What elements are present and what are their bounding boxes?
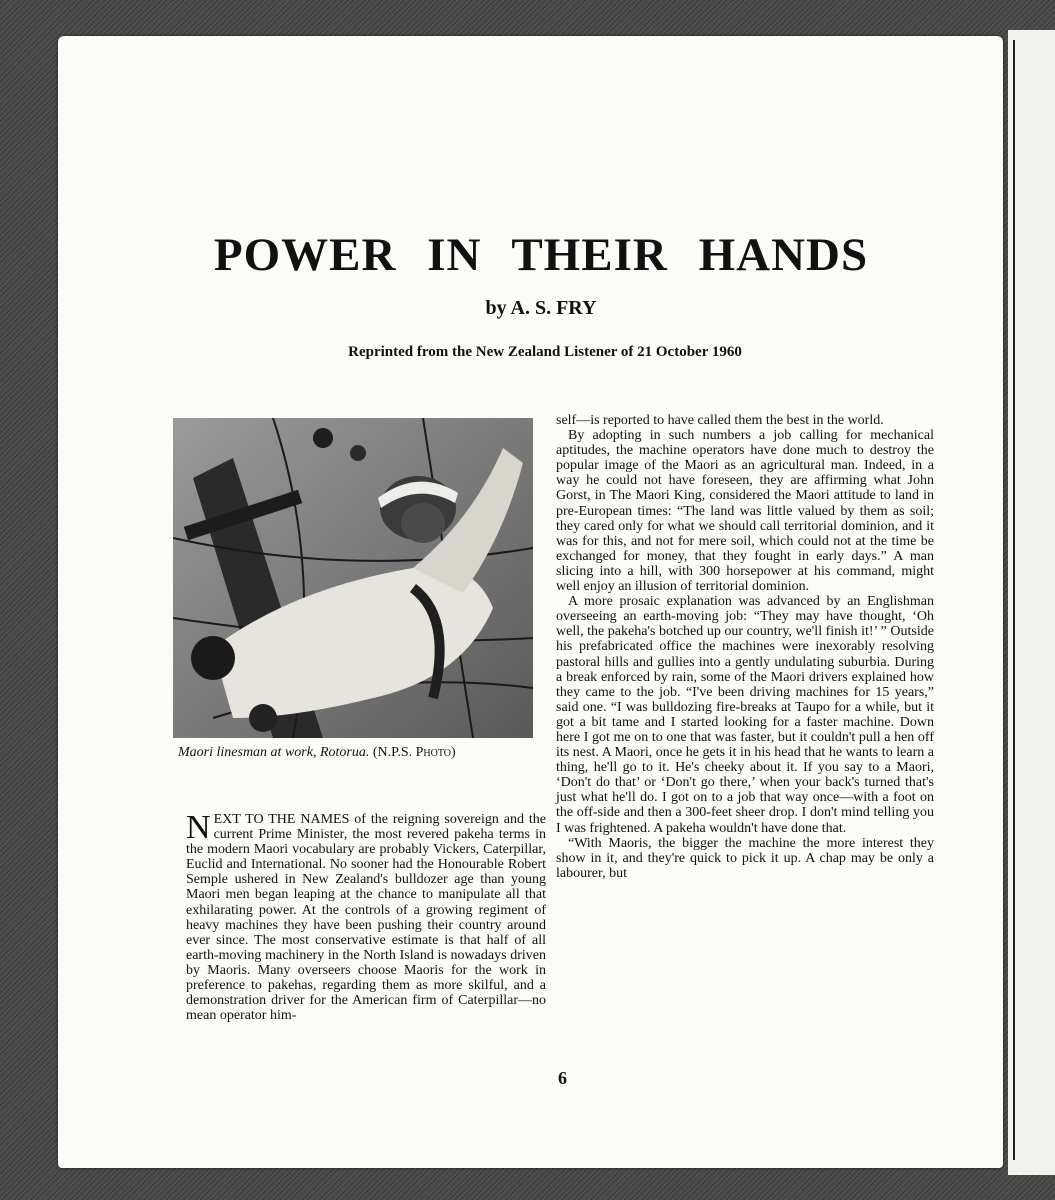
article-title: POWER IN THEIR HANDS (213, 229, 869, 281)
paragraph: A more prosaic explanation was advanced by an Englishman overseeing an earth-moving job: “They may have thought, ‘Oh well, the pakeha's botched up our country, we'll finish it!’ ” Outside his prefabricated office the machines were inexorably resolving pastoral hills and gullies into a gently undulating suburbia. During a break enforced by rain, some of the Maori drivers explained how they came to the job. “I've been driving machines for 15 years,” said one. “I was bulldozing fire-breaks at Taupo for a while, but it got a bit tame and I started looking for a faster machine. Down here I got me on to one that was faster, but it couldn't pull a hen off its nest. A Maori, once he gets it in his head that he wants to learn a thing, he'll go to it. He's cheeky about it. If you say to a Maori, ‘Don't do that’ or ‘Don't go there,’ when your back's turned that's just what he'll do. I got on to a job that way once—with a foot on the off-side and then a 300-feet sheer drop. I don't mind telling you I was frightened. A pakeha wouldn't have done that. (556, 594, 934, 836)
next-page-edge (1008, 30, 1055, 1175)
page-number: 6 (558, 1068, 567, 1088)
page-gutter (1013, 40, 1015, 1160)
reprint-note: Reprinted from the New Zealand Listener of 21 October 1960 (348, 344, 742, 360)
linesman-photo (173, 418, 533, 738)
left-column (186, 809, 546, 1024)
left-column-text: of the reigning sovereign and the current Prime Minister, the most revered pakeha terms in the modern Maori vocabulary are probably Vickers, Caterpillar, Euclid and International. No sooner had the Honourable Robert Semple ushered in New Zealand's bulldozer age than young Maori men began leaping at the chance to manipulate all that exhilarating power. At the controls of a growing regiment of heavy machines they have been pushing their country around ever since. The most conservative estimate is that half of all earth-moving machinery in the North Island is nowadays driven by Maoris. Many overseers choose Maoris for the work in preference to pakehas, regarding them as more skilful, and a demonstration driver for the American firm of Caterpillar—no mean operator him- (186, 812, 546, 1024)
lead-in: EXT TO THE NAMES (213, 812, 350, 827)
paragraph: self—is reported to have called them the best in the world. (556, 413, 884, 428)
article-byline: by A. S. FRY (485, 297, 597, 319)
drop-cap: N (186, 809, 211, 846)
caption-text: Maori linesman at work, Rotorua. (178, 745, 370, 760)
paragraph: By adopting in such numbers a job calling for mechanical aptitudes, the machine operators have done much to destroy the popular image of the Maori as an agricultural man. Indeed, in a way he could not have foreseen, they are affirming what John Gorst, in The Maori King, considered the Maori attitude to land in pre-European times: “The land was little valued by them as soil; they cared only for what we should call territorial dominion, and it was for this, and not for mere soil, which could not at the time be exchanged for money, that they fought in early days.” A man slicing into a hill, with 300 horsepower at his command, might well enjoy an illusion of territorial dominion. (556, 428, 934, 595)
photo-credit: (N.P.S. Photo) (372, 745, 456, 760)
photo-caption (178, 745, 558, 761)
right-column (556, 413, 934, 881)
paragraph: “With Maoris, the bigger the machine the more interest they show in it, and they're quick to pick it up. A chap may be only a labourer, but (556, 835, 934, 881)
